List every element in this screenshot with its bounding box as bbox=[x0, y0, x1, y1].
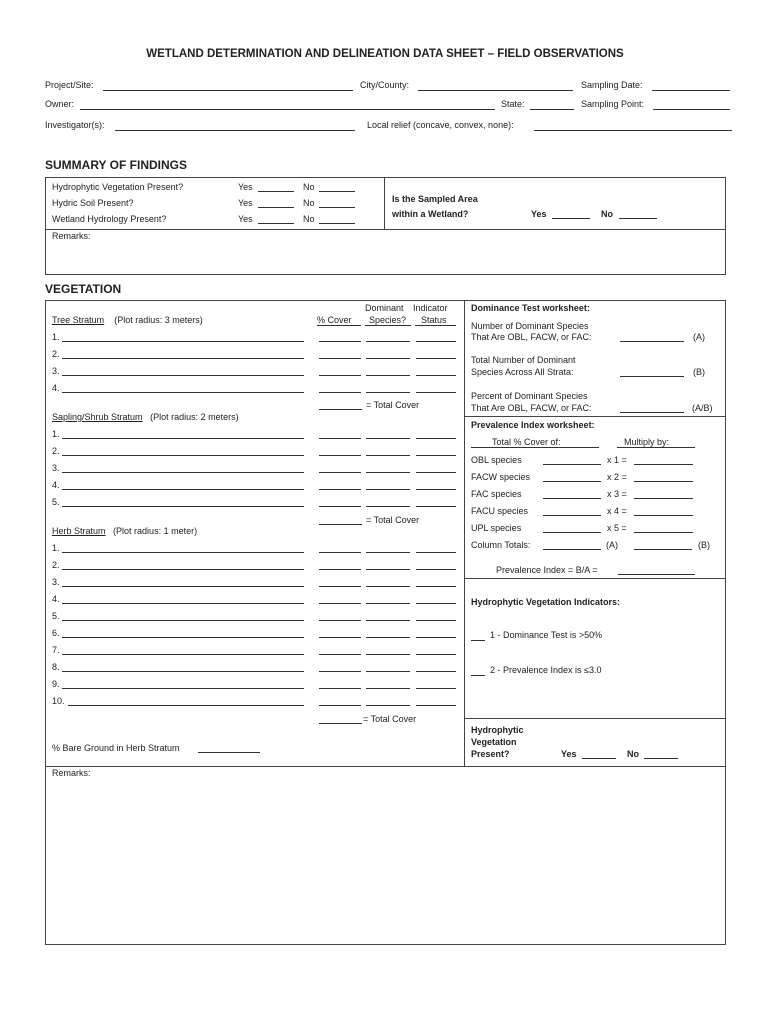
herb-species-field[interactable] bbox=[62, 654, 304, 655]
dominance-heading: Dominance Test worksheet: bbox=[471, 303, 590, 313]
owner-label: Owner: bbox=[45, 99, 75, 109]
indicator-2-checkbox[interactable] bbox=[471, 675, 485, 676]
herb-cover-field[interactable] bbox=[319, 620, 361, 621]
herb-dominant-field[interactable] bbox=[366, 654, 410, 655]
prevalence-cover-field[interactable] bbox=[543, 515, 601, 516]
state-field[interactable] bbox=[530, 109, 574, 110]
indicator-2-label: 2 - Prevalence Index is ≤3.0 bbox=[490, 665, 602, 675]
prevalence-row-mult: x 1 = bbox=[607, 455, 627, 465]
prevalence-index-label: Prevalence Index = B/A = bbox=[496, 565, 598, 575]
summary-no-field[interactable] bbox=[319, 191, 355, 192]
herb-dominant-field[interactable] bbox=[366, 569, 410, 570]
hv-present-label: Vegetation bbox=[471, 737, 517, 747]
herb-row-number: 6. bbox=[52, 628, 60, 638]
column-totals-a-field[interactable] bbox=[543, 549, 601, 550]
summary-yes-label: Yes bbox=[238, 198, 253, 208]
sapling-plot-label: (Plot radius: 2 meters) bbox=[150, 412, 239, 422]
tree-cover-field[interactable] bbox=[319, 358, 361, 359]
prevalence-row-mult: x 3 = bbox=[607, 489, 627, 499]
herb-cover-field[interactable] bbox=[319, 586, 361, 587]
herb-species-field[interactable] bbox=[62, 586, 304, 587]
herb-row-number: 4. bbox=[52, 594, 60, 604]
state-label: State: bbox=[501, 99, 525, 109]
sapling-dominant-field[interactable] bbox=[366, 489, 410, 490]
col-cover-underline bbox=[317, 325, 361, 326]
dominance-b-text: Total Number of Dominant bbox=[471, 355, 576, 365]
col-species: Species? bbox=[369, 315, 407, 325]
column-totals-a-tag: (A) bbox=[606, 540, 618, 550]
herb-total-label: = Total Cover bbox=[363, 714, 417, 724]
herb-stratum-heading bbox=[52, 526, 197, 536]
wetland-question: within a Wetland? bbox=[392, 209, 469, 219]
tree-cover-field[interactable] bbox=[319, 375, 361, 376]
summary-row-label: Wetland Hydrology Present? bbox=[52, 214, 167, 224]
summary-remarks-label: Remarks: bbox=[52, 231, 91, 241]
herb-status-field[interactable] bbox=[416, 637, 456, 638]
herb-status-field[interactable] bbox=[416, 603, 456, 604]
col-species-underline bbox=[365, 325, 411, 326]
herb-total-field[interactable] bbox=[319, 723, 362, 724]
herb-stratum-label: Herb Stratum bbox=[52, 526, 106, 536]
sapling-status-field[interactable] bbox=[416, 472, 456, 473]
herb-species-field[interactable] bbox=[62, 688, 304, 689]
herb-cover-field[interactable] bbox=[319, 552, 361, 553]
sapling-cover-field[interactable] bbox=[319, 506, 361, 507]
herb-dominant-field[interactable] bbox=[366, 637, 410, 638]
herb-row-number: 9. bbox=[52, 679, 60, 689]
herb-species-field[interactable] bbox=[68, 705, 304, 706]
sapling-dominant-field[interactable] bbox=[366, 506, 410, 507]
prevalence-product-field[interactable] bbox=[634, 481, 693, 482]
tree-dominant-field[interactable] bbox=[366, 392, 410, 393]
herb-species-field[interactable] bbox=[62, 620, 304, 621]
tree-stratum-heading bbox=[52, 315, 203, 325]
dominance-b-text: Species Across All Strata: bbox=[471, 367, 574, 377]
herb-row-number: 10. bbox=[52, 696, 65, 706]
sapling-cover-field[interactable] bbox=[319, 489, 361, 490]
sapling-row-number: 2. bbox=[52, 446, 60, 456]
sapling-status-field[interactable] bbox=[416, 438, 456, 439]
prevalence-index-field[interactable] bbox=[618, 574, 695, 575]
tree-dominant-field[interactable] bbox=[366, 375, 410, 376]
herb-cover-field[interactable] bbox=[319, 671, 361, 672]
tree-row-number: 4. bbox=[52, 383, 60, 393]
tree-row-number: 2. bbox=[52, 349, 60, 359]
sapling-cover-field[interactable] bbox=[319, 472, 361, 473]
prevalence-col1: Total % Cover of: bbox=[492, 437, 561, 447]
indicator-1-label: 1 - Dominance Test is >50% bbox=[490, 630, 603, 640]
dominance-ab-field[interactable] bbox=[620, 412, 684, 413]
herb-row-number: 2. bbox=[52, 560, 60, 570]
summary-yes-label: Yes bbox=[238, 182, 253, 192]
wetland-no-field[interactable] bbox=[619, 218, 657, 219]
city-county-label: City/County: bbox=[360, 80, 410, 90]
summary-row-label: Hydrophytic Vegetation Present? bbox=[52, 182, 184, 192]
dominance-b-field[interactable] bbox=[620, 376, 684, 377]
sapling-status-field[interactable] bbox=[416, 455, 456, 456]
column-totals-b-tag: (B) bbox=[698, 540, 710, 550]
sapling-species-field[interactable] bbox=[62, 455, 304, 456]
prevalence-row-mult: x 4 = bbox=[607, 506, 627, 516]
summary-yes-label: Yes bbox=[238, 214, 253, 224]
tree-row-number: 1. bbox=[52, 332, 60, 342]
col-indicator: Indicator bbox=[413, 303, 448, 313]
herb-row-number: 8. bbox=[52, 662, 60, 672]
hv-present-label: Hydrophytic bbox=[471, 725, 524, 735]
herb-dominant-field[interactable] bbox=[366, 688, 410, 689]
dominance-a-text: That Are OBL, FACW, or FAC: bbox=[471, 332, 592, 342]
wetland-question: Is the Sampled Area bbox=[392, 194, 478, 204]
summary-no-label: No bbox=[303, 198, 315, 208]
vegetation-box bbox=[45, 300, 726, 945]
summary-heading: SUMMARY OF FINDINGS bbox=[45, 158, 188, 172]
vegetation-divider-h bbox=[45, 766, 726, 767]
dominance-ab-text: Percent of Dominant Species bbox=[471, 391, 588, 401]
sapling-cover-field[interactable] bbox=[319, 455, 361, 456]
sapling-cover-field[interactable] bbox=[319, 438, 361, 439]
herb-dominant-field[interactable] bbox=[366, 705, 410, 706]
herb-row-number: 1. bbox=[52, 543, 60, 553]
prevalence-row-mult: x 5 = bbox=[607, 523, 627, 533]
wetland-yes-label: Yes bbox=[531, 209, 547, 219]
summary-divider-h bbox=[45, 229, 726, 230]
wetland-no-label: No bbox=[601, 209, 613, 219]
herb-dominant-field[interactable] bbox=[366, 671, 410, 672]
tree-species-field[interactable] bbox=[62, 392, 304, 393]
sapling-stratum-label: Sapling/Shrub Stratum bbox=[52, 412, 143, 422]
sampling-point-field[interactable] bbox=[653, 109, 730, 110]
herb-row-number: 5. bbox=[52, 611, 60, 621]
herb-cover-field[interactable] bbox=[319, 603, 361, 604]
city-county-field[interactable] bbox=[418, 90, 573, 91]
col-dominant: Dominant bbox=[365, 303, 404, 313]
herb-dominant-field[interactable] bbox=[366, 603, 410, 604]
summary-no-field[interactable] bbox=[319, 223, 355, 224]
sapling-species-field[interactable] bbox=[62, 489, 304, 490]
herb-cover-field[interactable] bbox=[319, 569, 361, 570]
herb-species-field[interactable] bbox=[62, 637, 304, 638]
hv-no-field[interactable] bbox=[644, 758, 678, 759]
summary-divider-v bbox=[384, 177, 385, 230]
tree-row-number: 3. bbox=[52, 366, 60, 376]
dominance-a-field[interactable] bbox=[620, 341, 684, 342]
tree-species-field[interactable] bbox=[62, 358, 304, 359]
prevalence-row-label: OBL species bbox=[471, 455, 522, 465]
tree-total-field[interactable] bbox=[319, 409, 362, 410]
sapling-row-number: 1. bbox=[52, 429, 60, 439]
summary-no-label: No bbox=[303, 214, 315, 224]
indicator-1-checkbox[interactable] bbox=[471, 640, 485, 641]
prevalence-row-mult: x 2 = bbox=[607, 472, 627, 482]
herb-cover-field[interactable] bbox=[319, 705, 361, 706]
prevalence-cover-field[interactable] bbox=[543, 481, 601, 482]
tree-stratum-label: Tree Stratum bbox=[52, 315, 105, 325]
right-divider-1 bbox=[464, 416, 726, 417]
hv-yes-field[interactable] bbox=[582, 758, 616, 759]
dominance-a-text: Number of Dominant Species bbox=[471, 321, 589, 331]
herb-cover-field[interactable] bbox=[319, 654, 361, 655]
vegetation-heading: VEGETATION bbox=[45, 282, 122, 296]
prevalence-row-label: FAC species bbox=[471, 489, 522, 499]
sapling-stratum-heading bbox=[52, 412, 239, 422]
herb-status-field[interactable] bbox=[416, 552, 456, 553]
sapling-total-label: = Total Cover bbox=[366, 515, 420, 525]
project-site-label: Project/Site: bbox=[45, 80, 94, 90]
herb-cover-field[interactable] bbox=[319, 688, 361, 689]
summary-row-label: Hydric Soil Present? bbox=[52, 198, 134, 208]
tree-dominant-field[interactable] bbox=[366, 358, 410, 359]
col-status: Status bbox=[421, 315, 447, 325]
tree-cover-field[interactable] bbox=[319, 392, 361, 393]
prevalence-col2: Multiply by: bbox=[624, 437, 670, 447]
column-totals-label: Column Totals: bbox=[471, 540, 531, 550]
dominance-ab-tag: (A/B) bbox=[692, 403, 713, 413]
herb-status-field[interactable] bbox=[416, 620, 456, 621]
tree-status-field[interactable] bbox=[416, 375, 456, 376]
herb-status-field[interactable] bbox=[416, 671, 456, 672]
herb-species-field[interactable] bbox=[62, 569, 304, 570]
herb-status-field[interactable] bbox=[416, 705, 456, 706]
col-status-underline bbox=[415, 325, 456, 326]
prevalence-heading: Prevalence Index worksheet: bbox=[471, 420, 595, 430]
prevalence-row-label: FACU species bbox=[471, 506, 529, 516]
summary-no-label: No bbox=[303, 182, 315, 192]
vegetation-remarks-label: Remarks: bbox=[52, 768, 91, 778]
summary-yes-field[interactable] bbox=[258, 191, 294, 192]
dominance-b-tag: (B) bbox=[693, 367, 705, 377]
herb-dominant-field[interactable] bbox=[366, 552, 410, 553]
prevalence-cover-field[interactable] bbox=[543, 532, 601, 533]
owner-field[interactable] bbox=[80, 109, 495, 110]
tree-status-field[interactable] bbox=[416, 341, 456, 342]
sapling-total-field[interactable] bbox=[319, 524, 362, 525]
hv-yes-label: Yes bbox=[561, 749, 577, 759]
herb-species-field[interactable] bbox=[62, 552, 304, 553]
herb-dominant-field[interactable] bbox=[366, 586, 410, 587]
sapling-species-field[interactable] bbox=[62, 472, 304, 473]
tree-dominant-field[interactable] bbox=[366, 341, 410, 342]
herb-status-field[interactable] bbox=[416, 586, 456, 587]
summary-yes-field[interactable] bbox=[258, 207, 294, 208]
prevalence-row-label: FACW species bbox=[471, 472, 531, 482]
tree-species-field[interactable] bbox=[62, 375, 304, 376]
sapling-dominant-field[interactable] bbox=[366, 455, 410, 456]
prevalence-row-label: UPL species bbox=[471, 523, 522, 533]
tree-species-field[interactable] bbox=[62, 341, 304, 342]
herb-dominant-field[interactable] bbox=[366, 620, 410, 621]
investigators-label: Investigator(s): bbox=[45, 120, 105, 130]
sapling-status-field[interactable] bbox=[416, 489, 456, 490]
tree-status-field[interactable] bbox=[416, 358, 456, 359]
right-divider-3 bbox=[464, 718, 726, 719]
indicators-heading: Hydrophytic Vegetation Indicators: bbox=[471, 597, 621, 607]
herb-status-field[interactable] bbox=[416, 688, 456, 689]
investigators-field[interactable] bbox=[115, 130, 355, 131]
local-relief-field[interactable] bbox=[534, 130, 732, 131]
sapling-status-field[interactable] bbox=[416, 506, 456, 507]
page-title: WETLAND DETERMINATION AND DELINEATION DATA SHEET – FIELD OBSERVATIONS bbox=[146, 48, 624, 60]
summary-yes-field[interactable] bbox=[258, 223, 294, 224]
vegetation-divider-v bbox=[464, 300, 465, 766]
sapling-row-number: 5. bbox=[52, 497, 60, 507]
prevalence-col2-underline bbox=[617, 447, 695, 448]
project-site-field[interactable] bbox=[103, 90, 353, 91]
herb-plot-label: (Plot radius: 1 meter) bbox=[113, 526, 198, 536]
sapling-row-number: 4. bbox=[52, 480, 60, 490]
prevalence-product-field[interactable] bbox=[634, 464, 693, 465]
bare-ground-label: % Bare Ground in Herb Stratum bbox=[52, 743, 180, 753]
sapling-species-field[interactable] bbox=[62, 506, 304, 507]
right-divider-2 bbox=[464, 578, 726, 579]
herb-species-field[interactable] bbox=[62, 603, 304, 604]
sapling-species-field[interactable] bbox=[62, 438, 304, 439]
herb-row-number: 7. bbox=[52, 645, 60, 655]
prevalence-product-field[interactable] bbox=[634, 532, 693, 533]
hv-no-label: No bbox=[627, 749, 639, 759]
tree-cover-field[interactable] bbox=[319, 341, 361, 342]
herb-status-field[interactable] bbox=[416, 654, 456, 655]
tree-total-label: = Total Cover bbox=[366, 400, 420, 410]
column-totals-b-field[interactable] bbox=[634, 549, 692, 550]
dominance-ab-text: That Are OBL, FACW, or FAC: bbox=[471, 403, 592, 413]
bare-ground-field[interactable] bbox=[198, 752, 260, 753]
prevalence-cover-field[interactable] bbox=[543, 464, 601, 465]
herb-species-field[interactable] bbox=[62, 671, 304, 672]
sapling-dominant-field[interactable] bbox=[366, 472, 410, 473]
prevalence-col1-underline bbox=[471, 447, 599, 448]
hv-present-label: Present? bbox=[471, 749, 510, 759]
dominance-a-tag: (A) bbox=[693, 332, 705, 342]
sapling-dominant-field[interactable] bbox=[366, 438, 410, 439]
prevalence-product-field[interactable] bbox=[634, 515, 693, 516]
sapling-row-number: 3. bbox=[52, 463, 60, 473]
col-cover: % Cover bbox=[317, 315, 352, 325]
sampling-date-label: Sampling Date: bbox=[581, 80, 643, 90]
tree-plot-label: (Plot radius: 3 meters) bbox=[114, 315, 203, 325]
wetland-yes-field[interactable] bbox=[552, 218, 590, 219]
herb-cover-field[interactable] bbox=[319, 637, 361, 638]
sampling-date-field[interactable] bbox=[652, 90, 730, 91]
prevalence-product-field[interactable] bbox=[634, 498, 693, 499]
local-relief-label: Local relief (concave, convex, none): bbox=[367, 120, 514, 130]
prevalence-cover-field[interactable] bbox=[543, 498, 601, 499]
tree-status-field[interactable] bbox=[416, 392, 456, 393]
herb-status-field[interactable] bbox=[416, 569, 456, 570]
summary-no-field[interactable] bbox=[319, 207, 355, 208]
sampling-point-label: Sampling Point: bbox=[581, 99, 645, 109]
herb-row-number: 3. bbox=[52, 577, 60, 587]
